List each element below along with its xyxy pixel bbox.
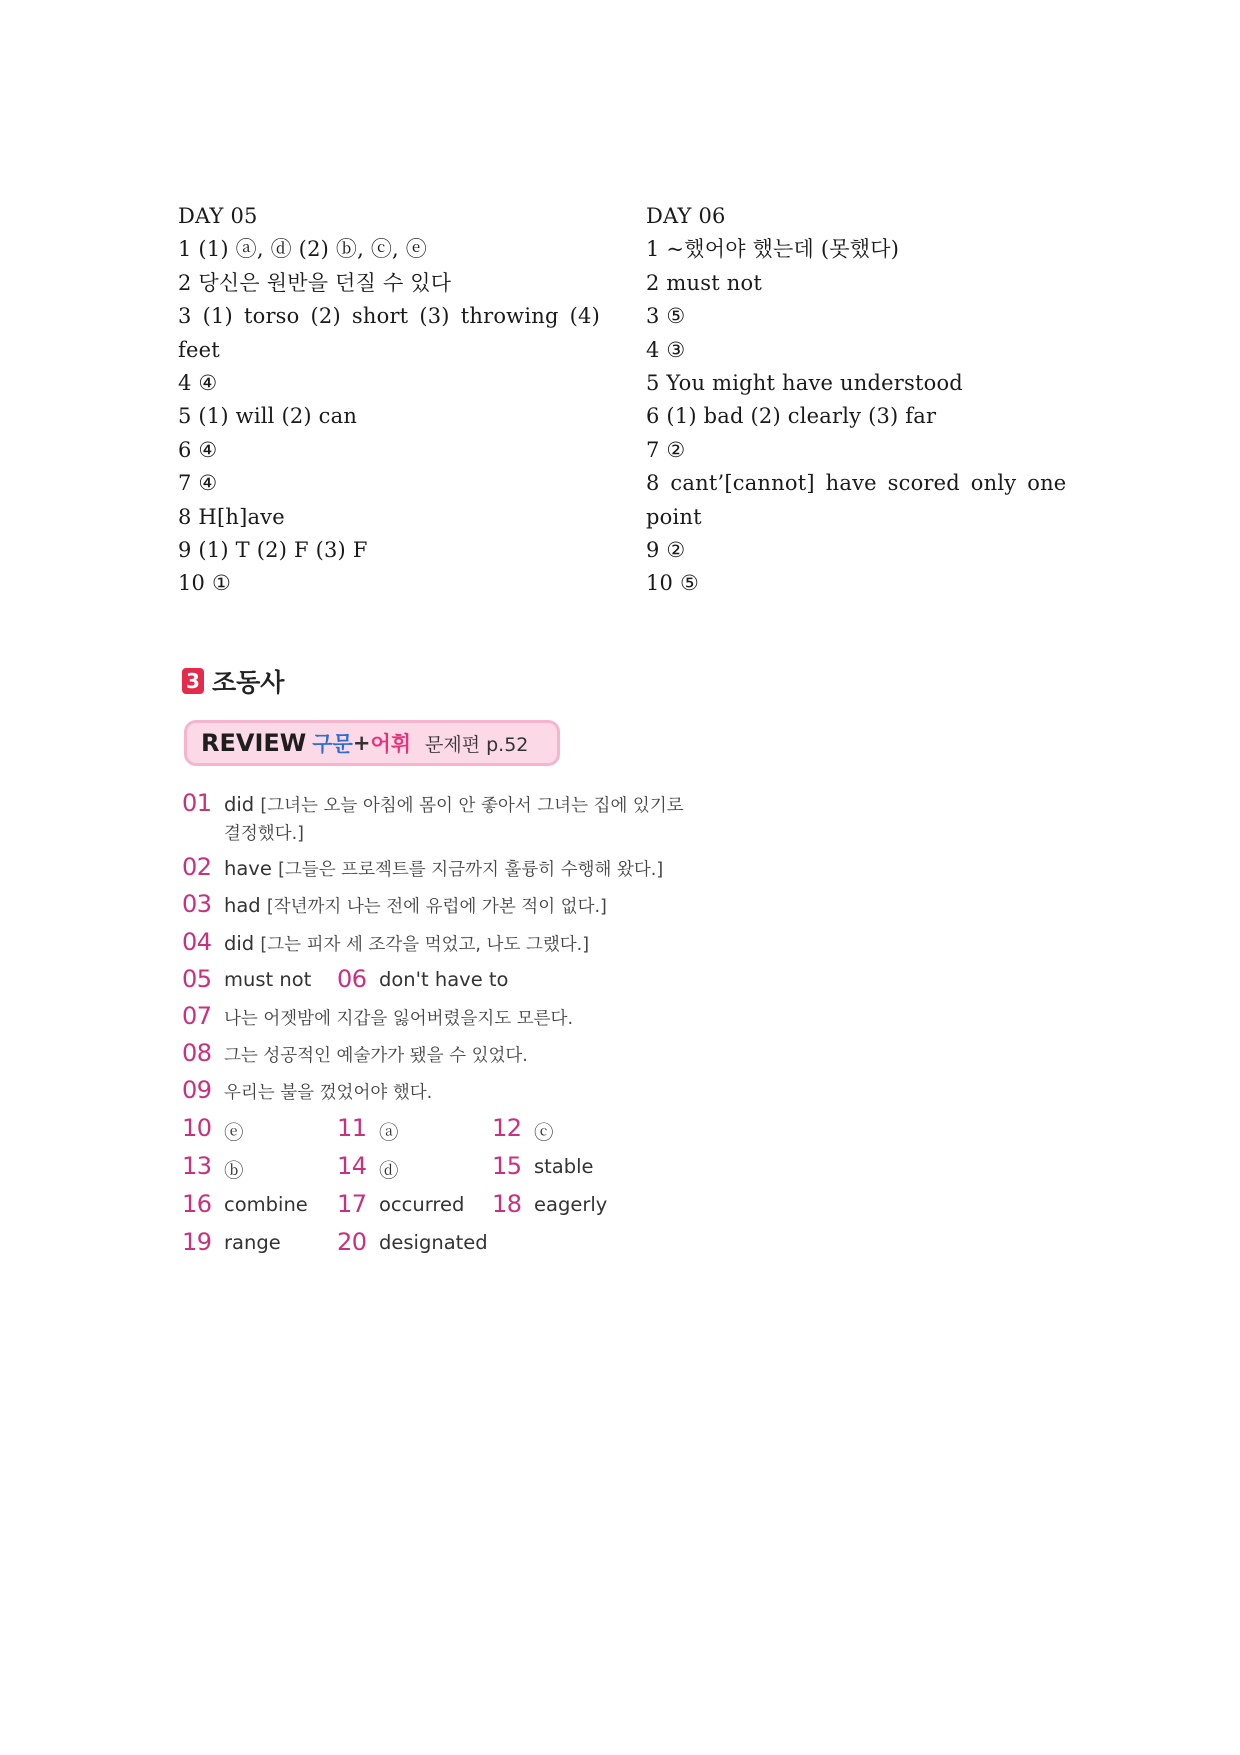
answer-number: 10 bbox=[182, 1114, 212, 1142]
answer-text: did bbox=[224, 793, 255, 816]
review-banner bbox=[184, 720, 560, 766]
answer-text: eagerly bbox=[534, 1193, 608, 1216]
answer-number: 03 bbox=[182, 890, 212, 918]
day06-line: 7 ② bbox=[646, 437, 686, 462]
day05-line: 9 (1) T (2) F (3) F bbox=[178, 538, 368, 563]
answer-text: ⓓ bbox=[379, 1159, 399, 1182]
answer-number: 01 bbox=[182, 789, 212, 817]
answer-text: 그는 성공적인 예술가가 됐을 수 있었다. bbox=[224, 1046, 528, 1066]
answer-translation-cont: 결정했다.] bbox=[224, 824, 305, 844]
answer-text: ⓑ bbox=[224, 1159, 244, 1182]
answer-number: 02 bbox=[182, 853, 212, 881]
day05-line: feet bbox=[178, 337, 220, 362]
answer-text: ⓒ bbox=[534, 1121, 554, 1144]
day05-title: DAY 05 bbox=[178, 204, 258, 228]
review-plus: + bbox=[352, 731, 371, 755]
answer-number: 14 bbox=[337, 1152, 367, 1180]
answer-text: ⓐ bbox=[379, 1121, 399, 1144]
day05-line: 8 H[h]ave bbox=[178, 504, 285, 529]
answer-translation: [작년까지 나는 전에 유럽에 가본 적이 없다.] bbox=[266, 897, 607, 917]
day05-line: 5 (1) will (2) can bbox=[178, 404, 358, 429]
day06-line: 3 ⑤ bbox=[646, 304, 686, 329]
day05-line: 4 ④ bbox=[178, 371, 218, 396]
day05-line: 1 (1) ⓐ, ⓓ (2) ⓑ, ⓒ, ⓔ bbox=[178, 237, 428, 262]
answer-text: occurred bbox=[379, 1193, 465, 1216]
day06-line: 2 must not bbox=[646, 270, 762, 295]
day06-line: 4 ③ bbox=[646, 337, 686, 362]
answer-number: 16 bbox=[182, 1190, 212, 1218]
day05-line: 2 당신은 원반을 던질 수 있다 bbox=[178, 270, 452, 295]
day05-line: 7 ④ bbox=[178, 471, 218, 496]
answer-number: 13 bbox=[182, 1152, 212, 1180]
day06-line: 10 ⑤ bbox=[646, 571, 700, 596]
answer-text: did bbox=[224, 932, 255, 955]
answer-translation: [그들은 프로젝트를 지금까지 훌륭히 수행해 왔다.] bbox=[278, 860, 664, 880]
answer-text: range bbox=[224, 1231, 281, 1254]
answer-number: 05 bbox=[182, 965, 212, 993]
day06-title: DAY 06 bbox=[646, 204, 726, 228]
answer-translation: [그녀는 오늘 아침에 몸이 안 좋아서 그녀는 집에 있기로 bbox=[260, 796, 684, 816]
answer-number: 06 bbox=[337, 965, 367, 993]
answer-number: 04 bbox=[182, 928, 212, 956]
answer-number: 18 bbox=[492, 1190, 522, 1218]
section-title: 조동사 bbox=[212, 668, 285, 697]
answer-text: ⓔ bbox=[224, 1121, 244, 1144]
answer-text: don't have to bbox=[379, 968, 509, 991]
review-vocab: 어휘 bbox=[370, 732, 412, 756]
review-grammar: 구문 bbox=[312, 732, 353, 756]
answer-text: had bbox=[224, 894, 261, 917]
answer-number: 15 bbox=[492, 1152, 522, 1180]
section-heading bbox=[182, 664, 284, 698]
answer-text: 우리는 불을 껐었어야 했다. bbox=[224, 1083, 433, 1103]
day05-line: 3 (1) torso (2) short (3) throwing (4) bbox=[178, 304, 600, 329]
answer-number: 17 bbox=[337, 1190, 367, 1218]
day05-line: 10 ① bbox=[178, 571, 232, 596]
day06-column bbox=[646, 200, 1066, 601]
answer-number: 12 bbox=[492, 1114, 522, 1142]
answer-text: designated bbox=[379, 1231, 488, 1254]
answer-number: 08 bbox=[182, 1039, 212, 1067]
day06-line: 6 (1) bad (2) clearly (3) far bbox=[646, 404, 937, 429]
day06-line: 1 ~했어야 했는데 (못했다) bbox=[646, 237, 900, 262]
day06-line: 9 ② bbox=[646, 538, 686, 563]
answer-text: combine bbox=[224, 1193, 308, 1216]
answer-text: have bbox=[224, 857, 272, 880]
day06-line: 5 You might have understood bbox=[646, 371, 963, 396]
answer-number: 11 bbox=[337, 1114, 367, 1142]
day05-line: 6 ④ bbox=[178, 437, 218, 462]
answer-number: 07 bbox=[182, 1002, 212, 1030]
answer-text: stable bbox=[534, 1155, 594, 1178]
section-number-badge: 3 bbox=[182, 668, 204, 694]
answer-text: must not bbox=[224, 968, 312, 991]
answer-text: 나는 어젯밤에 지갑을 잃어버렸을지도 모른다. bbox=[224, 1009, 574, 1029]
day05-column bbox=[178, 200, 600, 601]
review-label: REVIEW bbox=[201, 729, 307, 757]
answer-number: 19 bbox=[182, 1228, 212, 1256]
answer-number: 20 bbox=[337, 1228, 367, 1256]
answer-number: 09 bbox=[182, 1076, 212, 1104]
review-page-ref: 문제편 p.52 bbox=[425, 733, 529, 756]
day06-line: point bbox=[646, 504, 702, 529]
day06-line: 8 cant’[cannot] have scored only one bbox=[646, 471, 1067, 496]
answer-translation: [그는 피자 세 조각을 먹었고, 나도 그랬다.] bbox=[260, 935, 590, 955]
